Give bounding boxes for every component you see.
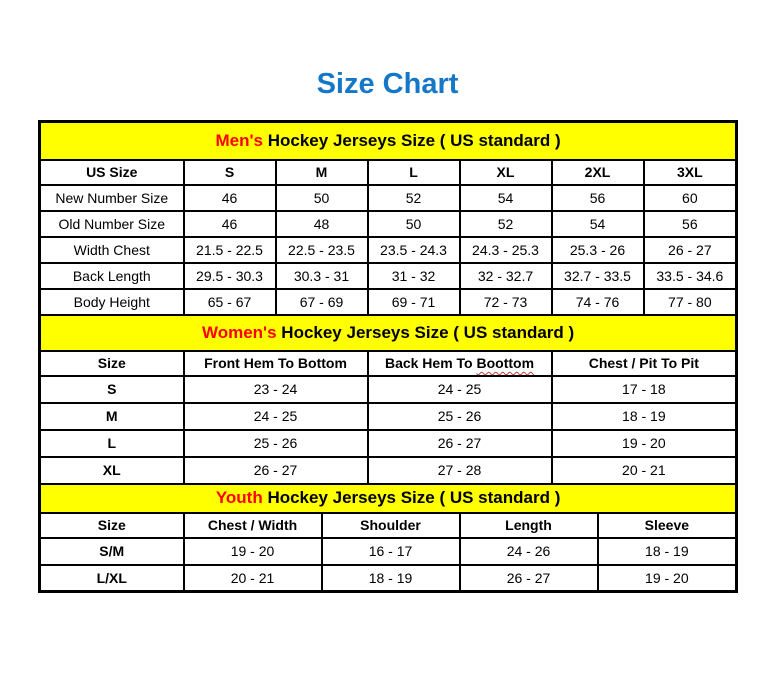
womens-banner-highlight: Women's <box>201 322 277 342</box>
size-value-cell: 69 - 71 <box>368 289 460 315</box>
table-row <box>40 263 737 289</box>
size-value-cell: 77 - 80 <box>644 289 737 315</box>
size-value-cell: 31 - 32 <box>368 263 460 289</box>
size-value-cell: 26 - 27 <box>184 457 368 484</box>
mens-section-banner <box>40 122 737 160</box>
size-value-cell: 32.7 - 33.5 <box>552 263 644 289</box>
size-value-cell: 50 <box>368 211 460 237</box>
column-header: Sleeve <box>598 513 737 538</box>
size-value-cell: 19 - 20 <box>552 430 737 457</box>
size-value-cell: 18 - 19 <box>552 403 737 430</box>
column-header: Length <box>460 513 598 538</box>
row-label: Old Number Size <box>40 211 184 237</box>
table-row <box>40 403 737 430</box>
row-label: Body Height <box>40 289 184 315</box>
size-value-cell: 18 - 19 <box>322 565 460 592</box>
size-value-cell: 65 - 67 <box>184 289 276 315</box>
womens-header-row <box>40 351 737 376</box>
size-value-cell: 54 <box>552 211 644 237</box>
row-label: Back Length <box>40 263 184 289</box>
size-value-cell: 46 <box>184 185 276 211</box>
womens-section-banner <box>40 315 737 351</box>
size-value-cell: 67 - 69 <box>276 289 368 315</box>
womens-banner-text: Hockey Jerseys Size ( US standard ) <box>276 322 575 342</box>
size-value-cell: 52 <box>368 185 460 211</box>
size-value-cell: 24 - 25 <box>368 376 552 403</box>
row-label: M <box>40 403 184 430</box>
size-value-cell: 19 - 20 <box>184 538 322 565</box>
size-value-cell: 20 - 21 <box>184 565 322 592</box>
table-row <box>40 565 737 592</box>
column-header: 3XL <box>644 160 737 185</box>
size-value-cell: 60 <box>644 185 737 211</box>
size-value-cell: 54 <box>460 185 552 211</box>
size-value-cell: 32 - 32.7 <box>460 263 552 289</box>
size-value-cell: 24 - 25 <box>184 403 368 430</box>
size-value-cell: 33.5 - 34.6 <box>644 263 737 289</box>
womens-section-banner-row <box>40 315 737 351</box>
page-title: Size Chart <box>316 68 459 100</box>
size-value-cell: 52 <box>460 211 552 237</box>
row-label: S/M <box>40 538 184 565</box>
mens-header-row <box>40 160 737 185</box>
column-header: Size <box>40 351 184 376</box>
size-value-cell: 16 - 17 <box>322 538 460 565</box>
column-header: L <box>368 160 460 185</box>
size-value-cell: 46 <box>184 211 276 237</box>
size-value-cell: 23.5 - 24.3 <box>368 237 460 263</box>
size-value-cell: 56 <box>552 185 644 211</box>
size-value-cell: 19 - 20 <box>598 565 737 592</box>
size-value-cell: 24.3 - 25.3 <box>460 237 552 263</box>
table-row <box>40 237 737 263</box>
table-row <box>40 430 737 457</box>
size-value-cell: 27 - 28 <box>368 457 552 484</box>
size-value-cell: 22.5 - 23.5 <box>276 237 368 263</box>
table-row <box>40 457 737 484</box>
youth-section-banner <box>40 484 737 513</box>
misspelled-word: Boottom <box>476 355 535 371</box>
column-header: 2XL <box>552 160 644 185</box>
size-value-cell: 29.5 - 30.3 <box>184 263 276 289</box>
column-header: US Size <box>40 160 184 185</box>
mens-section-banner-row <box>40 122 737 160</box>
size-value-cell: 25 - 26 <box>368 403 552 430</box>
column-header: S <box>184 160 276 185</box>
column-header <box>368 351 552 376</box>
size-value-cell: 21.5 - 22.5 <box>184 237 276 263</box>
row-label: L <box>40 430 184 457</box>
size-value-cell: 56 <box>644 211 737 237</box>
size-value-cell: 17 - 18 <box>552 376 737 403</box>
column-header: M <box>276 160 368 185</box>
mens-banner-text: Hockey Jerseys Size ( US standard ) <box>263 130 561 150</box>
size-value-cell: 24 - 26 <box>460 538 598 565</box>
youth-header-row <box>40 513 737 538</box>
row-label: Width Chest <box>40 237 184 263</box>
column-header: Front Hem To Bottom <box>184 351 368 376</box>
table-row <box>40 538 737 565</box>
column-header: XL <box>460 160 552 185</box>
size-chart-table <box>38 120 738 593</box>
column-header: Shoulder <box>322 513 460 538</box>
size-value-cell: 30.3 - 31 <box>276 263 368 289</box>
size-value-cell: 26 - 27 <box>644 237 737 263</box>
youth-banner-highlight: Youth <box>215 488 263 507</box>
row-label: New Number Size <box>40 185 184 211</box>
size-value-cell: 74 - 76 <box>552 289 644 315</box>
row-label: XL <box>40 457 184 484</box>
size-value-cell: 23 - 24 <box>184 376 368 403</box>
table-row <box>40 211 737 237</box>
size-value-cell: 25 - 26 <box>184 430 368 457</box>
size-value-cell: 26 - 27 <box>460 565 598 592</box>
table-row <box>40 185 737 211</box>
row-label: L/XL <box>40 565 184 592</box>
row-label: S <box>40 376 184 403</box>
size-value-cell: 25.3 - 26 <box>552 237 644 263</box>
column-header: Chest / Width <box>184 513 322 538</box>
column-header: Size <box>40 513 184 538</box>
table-row <box>40 376 737 403</box>
size-value-cell: 50 <box>276 185 368 211</box>
size-value-cell: 18 - 19 <box>598 538 737 565</box>
column-header-text: Back Hem To <box>384 355 477 371</box>
size-value-cell: 20 - 21 <box>552 457 737 484</box>
youth-section-banner-row <box>40 484 737 513</box>
table-row <box>40 289 737 315</box>
mens-banner-highlight: Men's <box>215 130 264 150</box>
size-value-cell: 72 - 73 <box>460 289 552 315</box>
column-header: Chest / Pit To Pit <box>552 351 737 376</box>
size-value-cell: 48 <box>276 211 368 237</box>
youth-banner-text: Hockey Jerseys Size ( US standard ) <box>262 488 561 507</box>
size-value-cell: 26 - 27 <box>368 430 552 457</box>
